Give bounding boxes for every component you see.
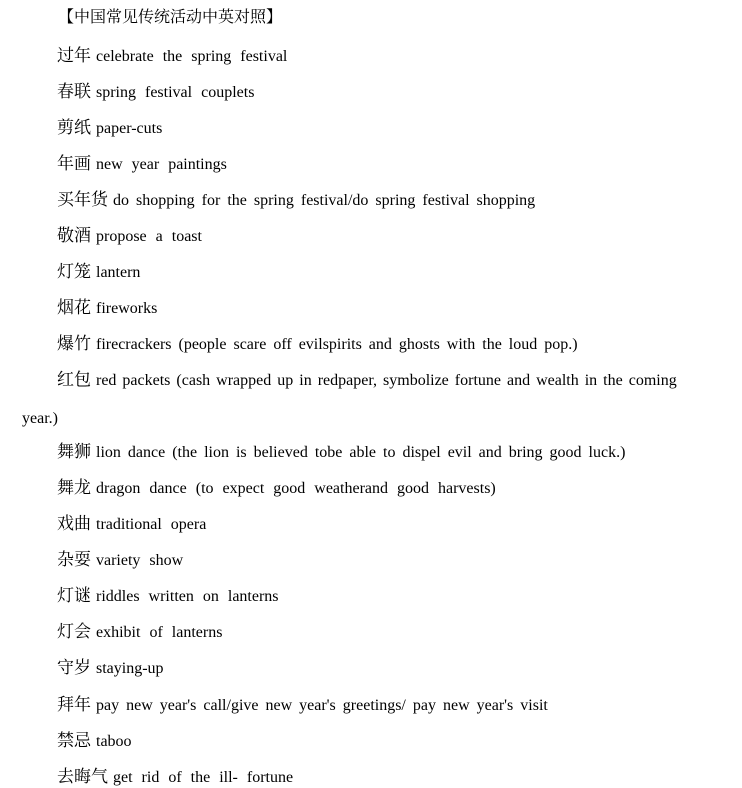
entry-chinese-term: 舞龙 [57,478,91,497]
glossary-entry [57,622,222,643]
glossary-entry [57,190,535,211]
entry-chinese-term: 灯笼 [57,262,91,281]
entry-english-translation: spring festival couplets [96,84,255,101]
entry-english-translation: exhibit of lanterns [96,624,223,641]
entry-english-translation: pay new year's call/give new year's greetings/ pay new year's visit [96,697,548,714]
glossary-entry [57,586,279,607]
glossary-entry [57,695,548,716]
entry-english-translation: firecrackers (people scare off evilspirits and ghosts with the loud pop.) [96,336,578,353]
entry-chinese-term: 年画 [57,154,91,173]
glossary-entry [57,767,293,788]
entry-english-translation: variety show [96,552,184,569]
entry-english-translation: new year paintings [96,156,227,173]
entry-chinese-term: 买年货 [57,190,108,209]
glossary-entry [57,154,227,175]
glossary-entry [57,226,202,247]
entry-chinese-term: 爆竹 [57,334,91,353]
entry-chinese-term: 杂耍 [57,550,91,569]
entry-chinese-term: 烟花 [57,298,91,317]
entry-chinese-term: 去晦气 [57,767,108,786]
glossary-entry [57,262,140,283]
entry-chinese-term: 春联 [57,82,91,101]
entry-english-translation: taboo [96,733,132,750]
glossary-entry [57,550,183,571]
entry-chinese-term: 禁忌 [57,731,91,750]
entry-english-translation: do shopping for the spring festival/do spring festival shopping [113,192,536,209]
entry-chinese-term: 过年 [57,46,91,65]
entry-english-translation: riddles written on lanterns [96,588,279,605]
entry-chinese-term: 舞狮 [57,442,91,461]
entry-chinese-term: 红包 [57,370,91,389]
document-title: 【中国常见传统活动中英对照】 [58,9,283,26]
entry-chinese-term: 戏曲 [57,514,91,533]
glossary-entry [57,658,164,679]
entry-english-translation: get rid of the ill- fortune [113,769,294,786]
entry-chinese-term: 灯会 [57,622,91,641]
entry-english-translation: staying-up [96,660,164,677]
entry-english-translation: propose a toast [96,228,202,245]
entry-chinese-term: 拜年 [57,695,91,714]
entry-chinese-term: 敬酒 [57,226,91,245]
entry-chinese-term: 灯谜 [57,586,91,605]
glossary-entry [57,370,677,391]
entry-chinese-term: 守岁 [57,658,91,677]
glossary-entry [57,334,578,355]
entry-english-translation: celebrate the spring festival [96,48,288,65]
entry-english-translation: traditional opera [96,516,207,533]
entry-english-translation: fireworks [96,300,158,317]
glossary-entry [57,478,496,499]
glossary-entry [57,298,157,319]
entry-continuation: year.) [22,410,58,427]
glossary-entry [57,442,625,463]
glossary-entry [57,731,132,752]
glossary-entry [57,514,206,535]
entry-english-translation: dragon dance (to expect good weatherand good harvests) [96,480,496,497]
glossary-entry [57,118,162,139]
entry-english-translation: lantern [96,264,141,281]
glossary-entry [57,46,287,67]
entry-english-translation: red packets (cash wrapped up in redpaper, symbolize fortune and wealth in the coming [96,372,677,389]
entry-chinese-term: 剪纸 [57,118,91,137]
entry-english-translation: lion dance (the lion is believed tobe able to dispel evil and bring good luck.) [96,444,626,461]
glossary-entry [57,82,254,103]
entry-english-translation: paper-cuts [96,120,163,137]
